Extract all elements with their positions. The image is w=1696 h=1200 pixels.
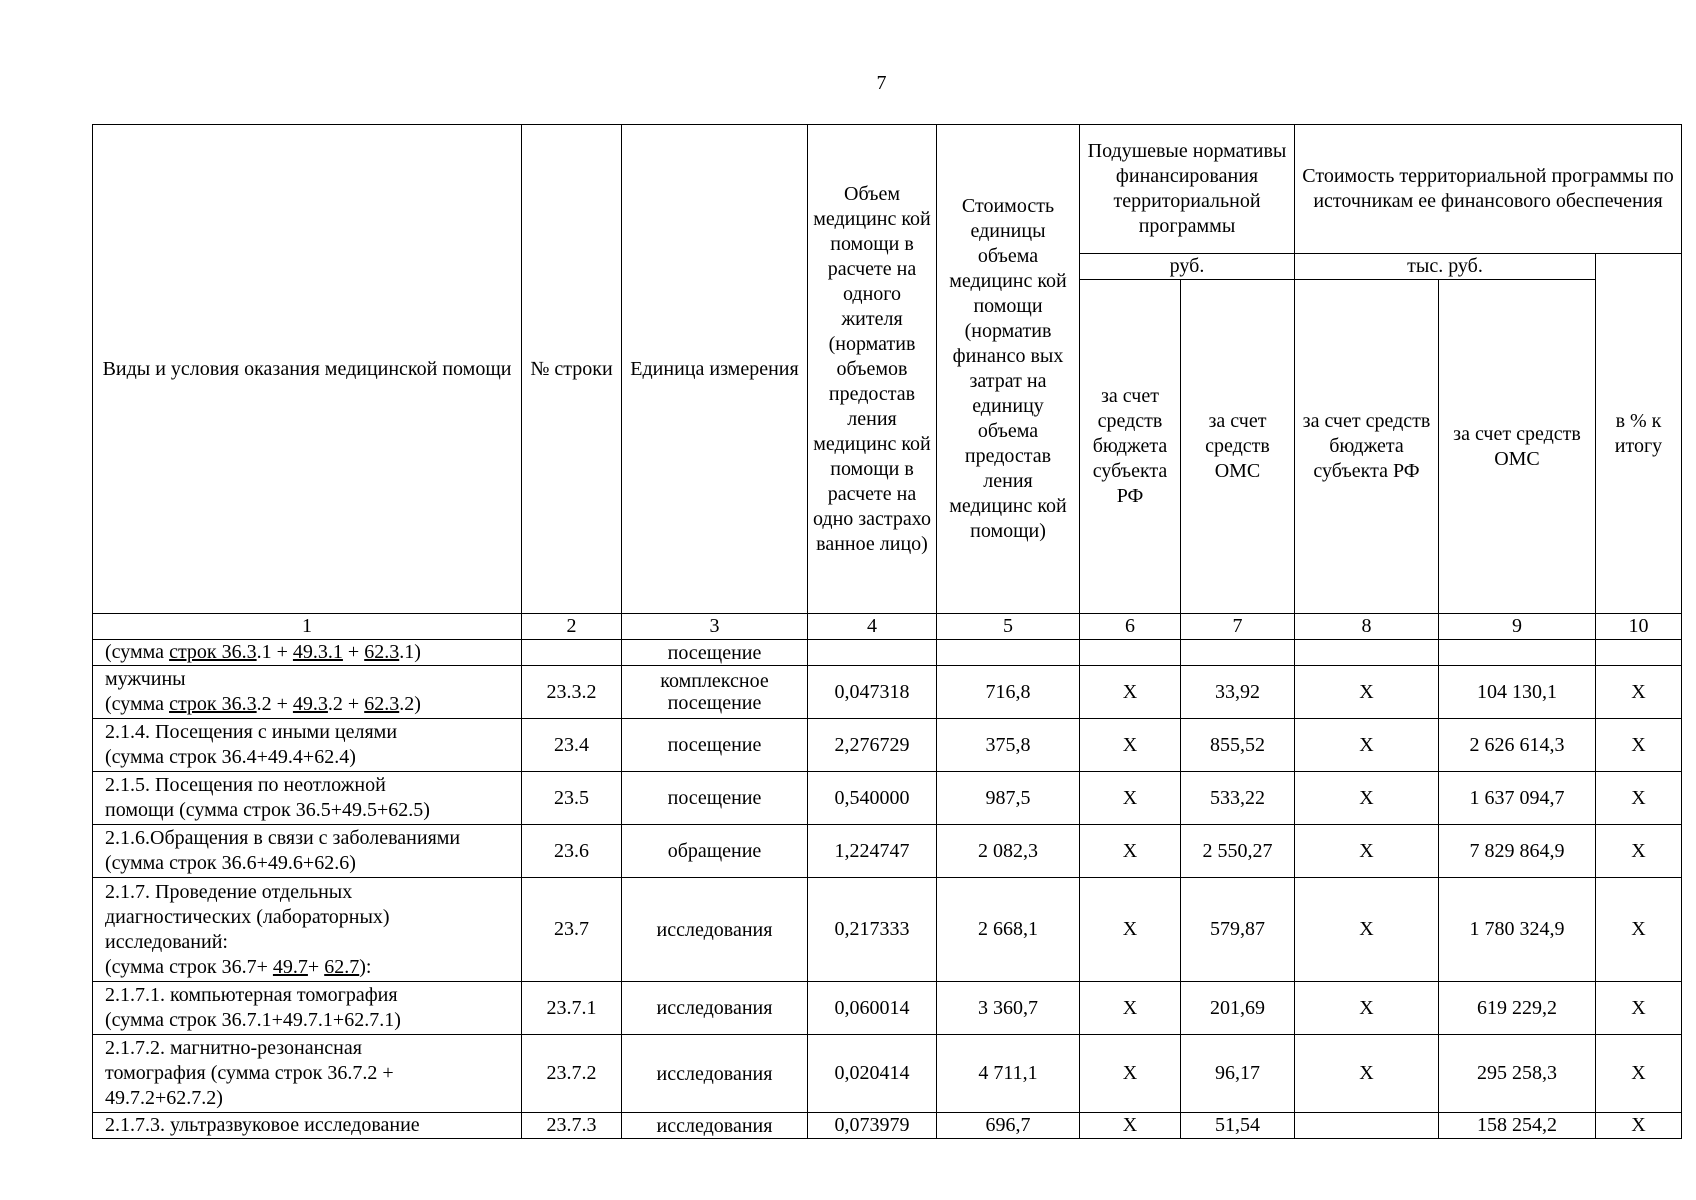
unit-cell: посещение [622,640,808,666]
row-name-text: 62.7 [324,955,360,978]
row-name-text: строк 36.3 [169,641,257,663]
row-name-text: 62.3 [364,641,400,663]
unit-cost-cell [937,640,1080,666]
column-number: 9 [1439,614,1596,640]
row-name-text: 2.1.4. Посещения с иными целями [105,721,398,743]
row-name-text: диагностических (лабораторных) [105,905,390,928]
row-name-cell [93,1113,522,1139]
header-unit-thousand-rub: тыс. руб. [1295,254,1596,280]
row-name-text: 2.1.7.3. ультразвуковое исследование [105,1114,420,1136]
thousand-budget-cell: Х [1295,982,1439,1035]
row-name-text: .1) [399,641,421,663]
row-name-text: 49.7 [272,955,308,978]
row-number-cell: 23.7.2 [522,1035,622,1113]
volume-cell: 0,540000 [808,772,937,825]
row-number-cell: 23.3.2 [522,666,622,719]
table-header [93,125,1682,640]
unit-cost-cell: 2 082,3 [937,825,1080,878]
volume-cell: 2,276729 [808,719,937,772]
volume-cell: 0,060014 [808,982,937,1035]
thousand-oms-cell: 295 258,3 [1439,1035,1596,1113]
table-row [93,640,1682,666]
percent-cell: Х [1596,719,1682,772]
row-name-text: 62.3 [364,693,400,715]
row-name-text: 2.1.7.2. магнитно-резонансная [105,1037,362,1059]
header-percent-total: в % к итогу [1596,254,1682,614]
row-name-cell [93,878,522,982]
column-number: 4 [808,614,937,640]
row-name-text: (сумма [105,641,170,663]
row-name-cell [93,772,522,825]
percent-cell: Х [1596,1035,1682,1113]
row-number-cell: 23.5 [522,772,622,825]
table-row [93,982,1682,1035]
row-name-text: исследований: [105,930,228,953]
row-name-cell [93,719,522,772]
row-name-cell [93,1035,522,1113]
rub-budget-cell: Х [1080,772,1181,825]
rub-budget-cell: Х [1080,666,1181,719]
row-name-text: 2.1.7.1. компьютерная томография [105,984,398,1006]
unit-cell: исследования [622,878,808,982]
unit-cell: исследования [622,1113,808,1139]
row-name-text: .2 + [327,693,365,715]
rub-oms-cell: 51,54 [1181,1113,1295,1139]
rub-budget-cell: Х [1080,1035,1181,1113]
thousand-budget-cell [1295,640,1439,666]
row-name-text: ): [359,955,372,978]
table-row [93,719,1682,772]
header-unit-cost: Стоимость единицы объема медицинс кой помощи (норматив финансо вых затрат на единицу объема предостав ления медицинс кой помощи) [937,125,1080,614]
thousand-budget-cell: Х [1295,1035,1439,1113]
unit-cell: исследования [622,1035,808,1113]
table-row [93,1035,1682,1113]
row-name-text: .2) [399,693,421,715]
row-name-cell [93,825,522,878]
rub-budget-cell: Х [1080,878,1181,982]
rub-oms-cell: 579,87 [1181,878,1295,982]
column-number: 2 [522,614,622,640]
thousand-oms-cell: 1 780 324,9 [1439,878,1596,982]
thousand-budget-cell [1295,1113,1439,1139]
row-number-cell: 23.4 [522,719,622,772]
table-row [93,772,1682,825]
thousand-oms-cell [1439,640,1596,666]
thousand-budget-cell: Х [1295,666,1439,719]
unit-cost-cell: 2 668,1 [937,878,1080,982]
rub-oms-cell: 201,69 [1181,982,1295,1035]
row-name-text: (сумма [105,693,170,715]
unit-cost-cell: 696,7 [937,1113,1080,1139]
thousand-oms-cell: 619 229,2 [1439,982,1596,1035]
thousand-oms-cell: 158 254,2 [1439,1113,1596,1139]
thousand-oms-cell: 1 637 094,7 [1439,772,1596,825]
header-thousand-oms: за счет средств ОМС [1439,280,1596,614]
rub-budget-cell: Х [1080,719,1181,772]
header-rub-budget: за счет средств бюджета субъекта РФ [1080,280,1181,614]
header-row-number: № строки [522,125,622,614]
header-rub-oms: за счет средств ОМС [1181,280,1295,614]
column-number: 7 [1181,614,1295,640]
financing-table [92,124,1682,1139]
percent-cell: Х [1596,878,1682,982]
volume-cell: 0,073979 [808,1113,937,1139]
table-row [93,1113,1682,1139]
row-name-text: 2.1.6.Обращения в связи с заболеваниями [105,827,461,849]
percent-cell: Х [1596,982,1682,1035]
row-name-text: томография (сумма строк 36.7.2 + [105,1062,394,1084]
unit-cost-cell: 3 360,7 [937,982,1080,1035]
unit-cell: комплексное посещение [622,666,808,719]
thousand-oms-cell: 2 626 614,3 [1439,719,1596,772]
thousand-budget-cell: Х [1295,878,1439,982]
row-name-text: (сумма строк 36.7.1+49.7.1+62.7.1) [105,1009,401,1031]
unit-cost-cell: 375,8 [937,719,1080,772]
unit-cell: посещение [622,772,808,825]
volume-cell: 1,224747 [808,825,937,878]
rub-budget-cell: Х [1080,982,1181,1035]
row-number-cell: 23.7 [522,878,622,982]
percent-cell [1596,640,1682,666]
column-numbers-row [93,614,1682,640]
rub-oms-cell: 533,22 [1181,772,1295,825]
header-thousand-budget: за счет средств бюджета субъекта РФ [1295,280,1439,614]
column-number: 6 [1080,614,1181,640]
unit-cell: исследования [622,982,808,1035]
volume-cell: 0,217333 [808,878,937,982]
rub-oms-cell: 33,92 [1181,666,1295,719]
row-number-cell [522,640,622,666]
column-number: 10 [1596,614,1682,640]
row-name-text: 2.1.5. Посещения по неотложной [105,774,386,796]
rub-oms-cell [1181,640,1295,666]
thousand-budget-cell: Х [1295,719,1439,772]
header-program-cost-group: Стоимость территориальной программы по источникам ее финансового обеспечения [1295,125,1682,254]
unit-cost-cell: 987,5 [937,772,1080,825]
percent-cell: Х [1596,772,1682,825]
row-name-text: 2.1.7. Проведение отдельных [105,880,353,903]
percent-cell: Х [1596,1113,1682,1139]
row-name-text: 49.3.1 [292,641,343,663]
header-volume: Объем медицинс кой помощи в расчете на одного жителя (норматив объемов предостав ления медицинс кой помощи в расчете на одно застрахо ванное лицо) [808,125,937,614]
header-unit-rub: руб. [1080,254,1295,280]
rub-oms-cell: 2 550,27 [1181,825,1295,878]
row-name-text: (сумма строк 36.6+49.6+62.6) [105,852,356,874]
row-name-text: + [307,955,325,978]
thousand-budget-cell: Х [1295,772,1439,825]
rub-budget-cell: Х [1080,1113,1181,1139]
thousand-budget-cell: Х [1295,825,1439,878]
row-number-cell: 23.6 [522,825,622,878]
column-number: 3 [622,614,808,640]
row-name-text: строк 36.3 [169,693,257,715]
unit-cell: обращение [622,825,808,878]
row-name-text: (сумма строк 36.7+ [105,955,273,978]
column-number: 1 [93,614,522,640]
thousand-oms-cell: 7 829 864,9 [1439,825,1596,878]
row-name-text: + [342,641,365,663]
rub-budget-cell: Х [1080,825,1181,878]
unit-cost-cell: 716,8 [937,666,1080,719]
row-name-text: .2 + [256,693,293,715]
rub-budget-cell [1080,640,1181,666]
row-name-text: (сумма строк 36.4+49.4+62.4) [105,746,356,768]
row-name-text: мужчины [105,668,186,690]
row-number-cell: 23.7.1 [522,982,622,1035]
table-row [93,666,1682,719]
table-row [93,825,1682,878]
row-name-cell [93,666,522,719]
percent-cell: Х [1596,666,1682,719]
volume-cell: 0,020414 [808,1035,937,1113]
table-body [93,640,1682,1139]
header-per-capita-group: Подушевые нормативы финансирования территориальной программы [1080,125,1295,254]
unit-cost-cell: 4 711,1 [937,1035,1080,1113]
column-number: 8 [1295,614,1439,640]
page-number: 7 [876,72,887,94]
volume-cell: 0,047318 [808,666,937,719]
column-number: 5 [937,614,1080,640]
percent-cell: Х [1596,825,1682,878]
unit-cell: посещение [622,719,808,772]
row-name-cell [93,640,522,666]
rub-oms-cell: 96,17 [1181,1035,1295,1113]
row-name-cell [93,982,522,1035]
row-name-text: помощи (сумма строк 36.5+49.5+62.5) [105,799,430,821]
rub-oms-cell: 855,52 [1181,719,1295,772]
header-unit: Единица измерения [622,125,808,614]
row-number-cell: 23.7.3 [522,1113,622,1139]
row-name-text: .1 + [256,641,293,663]
table-row [93,878,1682,982]
row-name-text: 49.3 [292,693,328,715]
header-types-conditions: Виды и условия оказания медицинской помощи [93,125,522,614]
thousand-oms-cell: 104 130,1 [1439,666,1596,719]
volume-cell [808,640,937,666]
row-name-text: 49.7.2+62.7.2) [105,1087,223,1109]
